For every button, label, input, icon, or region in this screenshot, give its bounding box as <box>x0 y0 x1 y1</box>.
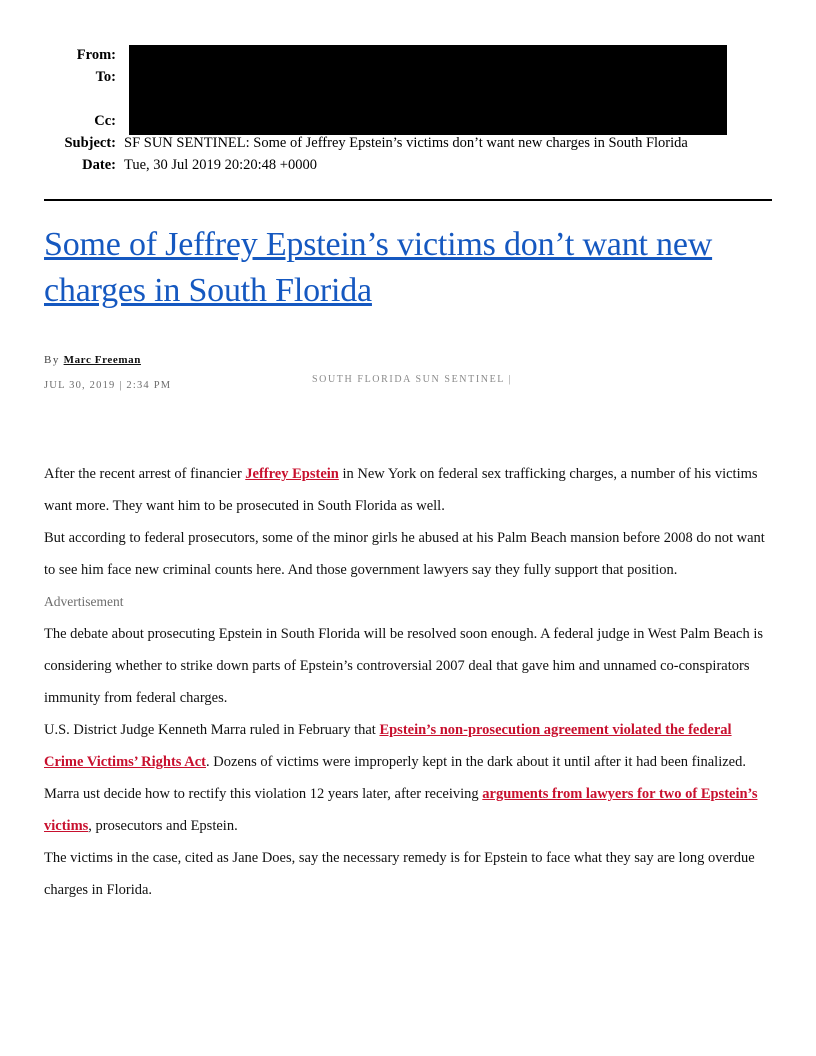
email-field-label-date: Date: <box>82 157 116 173</box>
email-field-label-cc: Cc: <box>94 113 116 129</box>
text-run: . Dozens of victims were improperly kept in the dark about it until after it had been finalized. <box>206 754 746 770</box>
byline-by-word: By <box>44 354 60 366</box>
byline-block <box>44 354 772 412</box>
text-run: , prosecutors and Epstein. <box>88 818 238 834</box>
advertisement-label: Advertisement <box>44 594 124 609</box>
text-run: After the recent arrest of financier <box>44 466 246 482</box>
paragraph-6 <box>44 842 772 906</box>
header-divider <box>44 199 772 201</box>
email-field-label-to: To: <box>95 69 116 85</box>
article-headline-link[interactable]: Some of Jeffrey Epstein’s victims don’t want new charges in South Florida <box>44 226 713 309</box>
email-field-label-from: From: <box>76 47 116 63</box>
article-body <box>44 458 772 906</box>
article-date: JUL 30, 2019 | 2:34 PM <box>44 380 172 391</box>
text-run: The debate about prosecuting Epstein in South Florida will be resolved soon enough. A federal judge in West Palm Beach is considering whether to strike down parts of Epstein’s controversial 2007 deal that gave him and unnamed co-conspirators immunity from federal charges. <box>44 626 763 706</box>
paragraph-1 <box>44 458 772 522</box>
email-header-row-date <box>44 154 772 176</box>
email-header-row-subject <box>44 132 772 154</box>
paragraph-4 <box>44 714 772 778</box>
paragraph-5 <box>44 778 772 842</box>
email-field-label-subject: Subject: <box>64 135 116 151</box>
byline <box>44 354 772 366</box>
text-run: But according to federal prosecutors, some of the minor girls he abused at his Palm Beach mansion before 2008 do not want to see him face new criminal counts here. And those government lawyers say they fully support that position. <box>44 530 765 578</box>
email-header <box>44 44 772 176</box>
inline-link-arguments-from-lawyers[interactable]: arguments from lawyers for two of Epstein’s victims <box>44 786 758 834</box>
text-run: The victims in the case, cited as Jane Does, say the necessary remedy is for Epstein to face what they say are long overdue charges in Florida. <box>44 850 755 898</box>
inline-link-jeffrey-epstein[interactable]: Jeffrey Epstein <box>245 466 339 482</box>
email-field-value-date: Tue, 30 Jul 2019 20:20:48 +0000 <box>124 157 317 173</box>
text-run: Marra ust decide how to rectify this violation 12 years later, after receiving <box>44 786 483 802</box>
redaction-block <box>129 45 727 135</box>
paragraph-3 <box>44 618 772 714</box>
article <box>44 222 772 906</box>
email-field-value-subject: SF SUN SENTINEL: Some of Jeffrey Epstein’s victims don’t want new charges in South Florida <box>124 135 688 151</box>
paragraph-2 <box>44 522 772 586</box>
text-run: U.S. District Judge Kenneth Marra ruled in February that <box>44 722 380 738</box>
text-run: in New York on federal sex trafficking charges, a number of his victims want more. They want him to be prosecuted in South Florida as well. <box>44 466 758 514</box>
article-publication: SOUTH FLORIDA SUN SENTINEL | <box>312 374 513 385</box>
byline-author-link[interactable]: Marc Freeman <box>63 354 141 366</box>
inline-link-non-prosecution-agreement[interactable]: Epstein’s non-prosecution agreement violated the federal Crime Victims’ Rights Act <box>44 722 732 770</box>
